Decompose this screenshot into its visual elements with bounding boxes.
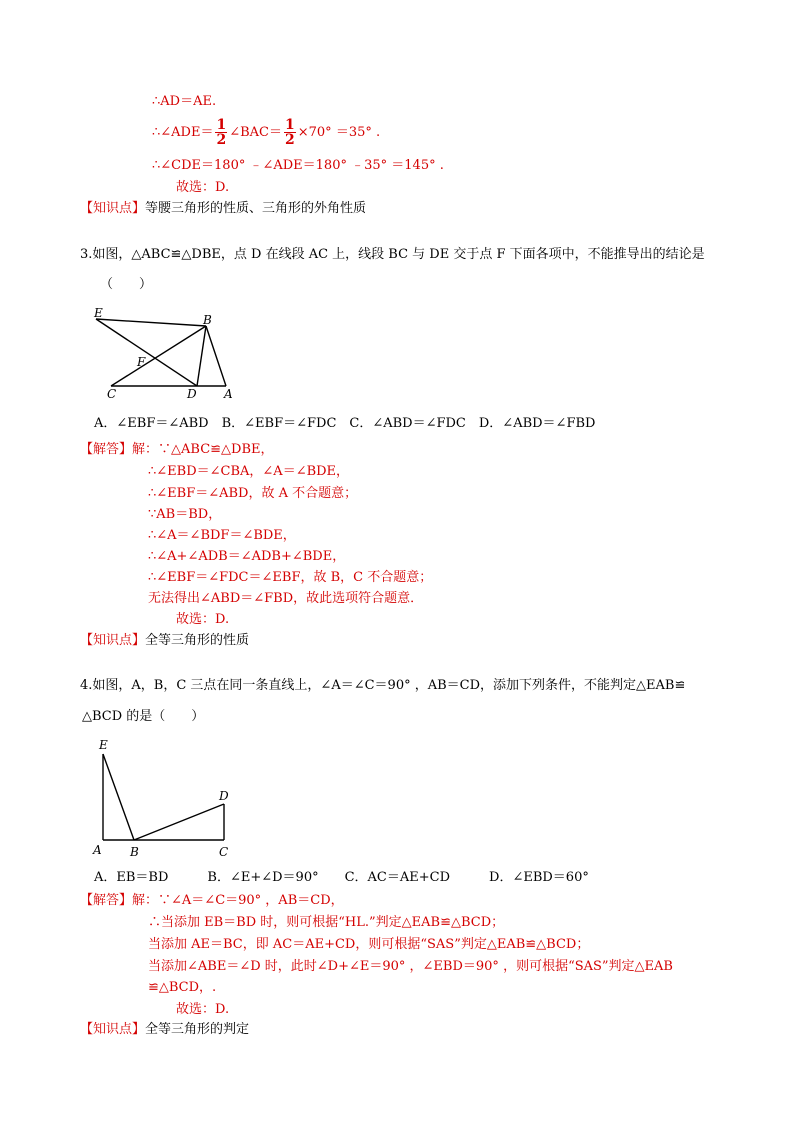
q4-ans-l6: 故选：D. bbox=[176, 1002, 230, 1017]
segment-eb bbox=[96, 319, 206, 326]
q4-ans-l4: 当添加∠ABE＝∠D 时，此时∠D+∠E＝90° ，∠EBD＝90° ，则可根据“SAS”判定△EAB bbox=[148, 959, 673, 974]
q4-ans-l2: ∴当添加 EB＝BD 时，则可根据“HL.”判定△EAB≌△BCD； bbox=[148, 915, 505, 930]
fraction-half-1: $\frac{1}{2}$ bbox=[216, 117, 227, 148]
q4-ans-l5: ≌△BCD，. bbox=[148, 980, 217, 995]
label-d: D bbox=[219, 789, 229, 803]
q3-ans-l8: 无法得出∠ABD＝∠FBD，故此选项符合题意． bbox=[148, 591, 424, 606]
label-c: C bbox=[107, 387, 117, 401]
label-a: A bbox=[93, 843, 102, 857]
q3-ans-l5: ∴∠A＝∠BDF＝∠BDE， bbox=[148, 528, 296, 543]
q3-ans-l2: ∴∠EBD＝∠CBA，∠A＝∠BDE， bbox=[148, 464, 350, 479]
label-c: C bbox=[219, 845, 229, 859]
label-e: E bbox=[94, 306, 103, 320]
q2-l2-pre: ∴∠ADE＝ bbox=[152, 125, 214, 140]
answer-tag: 【解答】 bbox=[80, 442, 133, 457]
q3-ans-l3: ∴∠EBF＝∠ABD，故 A 不合题意； bbox=[148, 486, 358, 501]
fraction-half-2: $\frac{1}{2}$ bbox=[285, 117, 295, 148]
q4-answer-head bbox=[80, 892, 344, 910]
q2-line-angle-cde: ∴∠CDE＝180° ﹣∠ADE＝180° ﹣35° ＝145° . bbox=[152, 158, 444, 173]
q3-knowledge-point bbox=[80, 632, 249, 650]
knowledge-point-tag: 【知识点】 bbox=[80, 1022, 146, 1037]
q3-figure bbox=[80, 300, 250, 404]
q2-line-angle-ade bbox=[152, 116, 380, 150]
q4-options: A．EB＝BD B．∠E+∠D＝90° C．AC＝AE+CD D．∠EBD＝60° bbox=[94, 870, 589, 885]
segment-eb bbox=[103, 754, 134, 840]
segment-bd bbox=[197, 326, 206, 386]
segment-bd bbox=[134, 804, 224, 840]
knowledge-point-tag: 【知识点】 bbox=[80, 201, 146, 216]
label-a: A bbox=[224, 387, 233, 401]
q4-stem: 4.如图，A，B，C 三点在同一条直线上，∠A＝∠C＝90° ，AB＝CD，添加下列条件，不能判定△EAB≌ bbox=[80, 678, 686, 693]
segment-ed bbox=[96, 319, 197, 386]
answer-tag: 【解答】 bbox=[80, 893, 133, 908]
label-b: B bbox=[130, 845, 139, 859]
label-f: F bbox=[137, 355, 146, 369]
q4-knowledge-point bbox=[80, 1021, 249, 1039]
q4-ans-l1: 解：∵∠A＝∠C＝90° ，AB＝CD， bbox=[132, 893, 344, 908]
q3-ans-l4: ∵AB＝BD， bbox=[148, 507, 222, 522]
q2-l2-mid: ∠BAC＝ bbox=[229, 125, 282, 140]
knowledge-point-text: 全等三角形的性质 bbox=[145, 633, 250, 648]
q2-knowledge-point bbox=[80, 200, 366, 218]
knowledge-point-text: 等腰三角形的性质、三角形的外角性质 bbox=[145, 201, 367, 216]
q2-line-ad-ae: ∴AD＝AE. bbox=[152, 94, 217, 109]
label-e: E bbox=[99, 738, 108, 752]
label-b: B bbox=[203, 313, 212, 327]
q4-ans-l3: 当添加 AE＝BC，即 AC＝AE+CD，则可根据“SAS”判定△EAB≌△BCD； bbox=[148, 937, 590, 952]
knowledge-point-text: 全等三角形的判定 bbox=[145, 1022, 250, 1037]
q3-answer-head bbox=[80, 441, 274, 459]
q3-stem-bracket: （ ） bbox=[100, 277, 153, 292]
q2-l2-post: ×70° ＝35° . bbox=[297, 125, 381, 140]
q3-ans-l9: 故选：D. bbox=[176, 612, 230, 627]
q3-ans-l1: 解：∵△ABC≌△DBE， bbox=[132, 442, 274, 457]
knowledge-point-tag: 【知识点】 bbox=[80, 633, 146, 648]
label-d: D bbox=[187, 387, 197, 401]
q4-stem-line2: △BCD 的是（ ） bbox=[82, 709, 205, 724]
q3-stem: 3.如图，△ABC≌△DBE，点 D 在线段 AC 上，线段 BC 与 DE 交于点 F 下面各项中，不能推导出的结论是 bbox=[80, 247, 705, 262]
segment-cb bbox=[111, 326, 206, 386]
q2-answer-choice: 故选：D. bbox=[176, 180, 230, 195]
q4-figure bbox=[86, 734, 246, 860]
q3-ans-l6: ∴∠A+∠ADB＝∠ADB+∠BDE， bbox=[148, 549, 346, 564]
q3-ans-l7: ∴∠EBF＝∠FDC＝∠EBF，故 B，C 不合题意； bbox=[148, 570, 433, 585]
q3-options: A．∠EBF＝∠ABD B．∠EBF＝∠FDC C．∠ABD＝∠FDC D．∠ABD＝∠FBD bbox=[94, 416, 596, 431]
segment-ba bbox=[206, 326, 226, 386]
